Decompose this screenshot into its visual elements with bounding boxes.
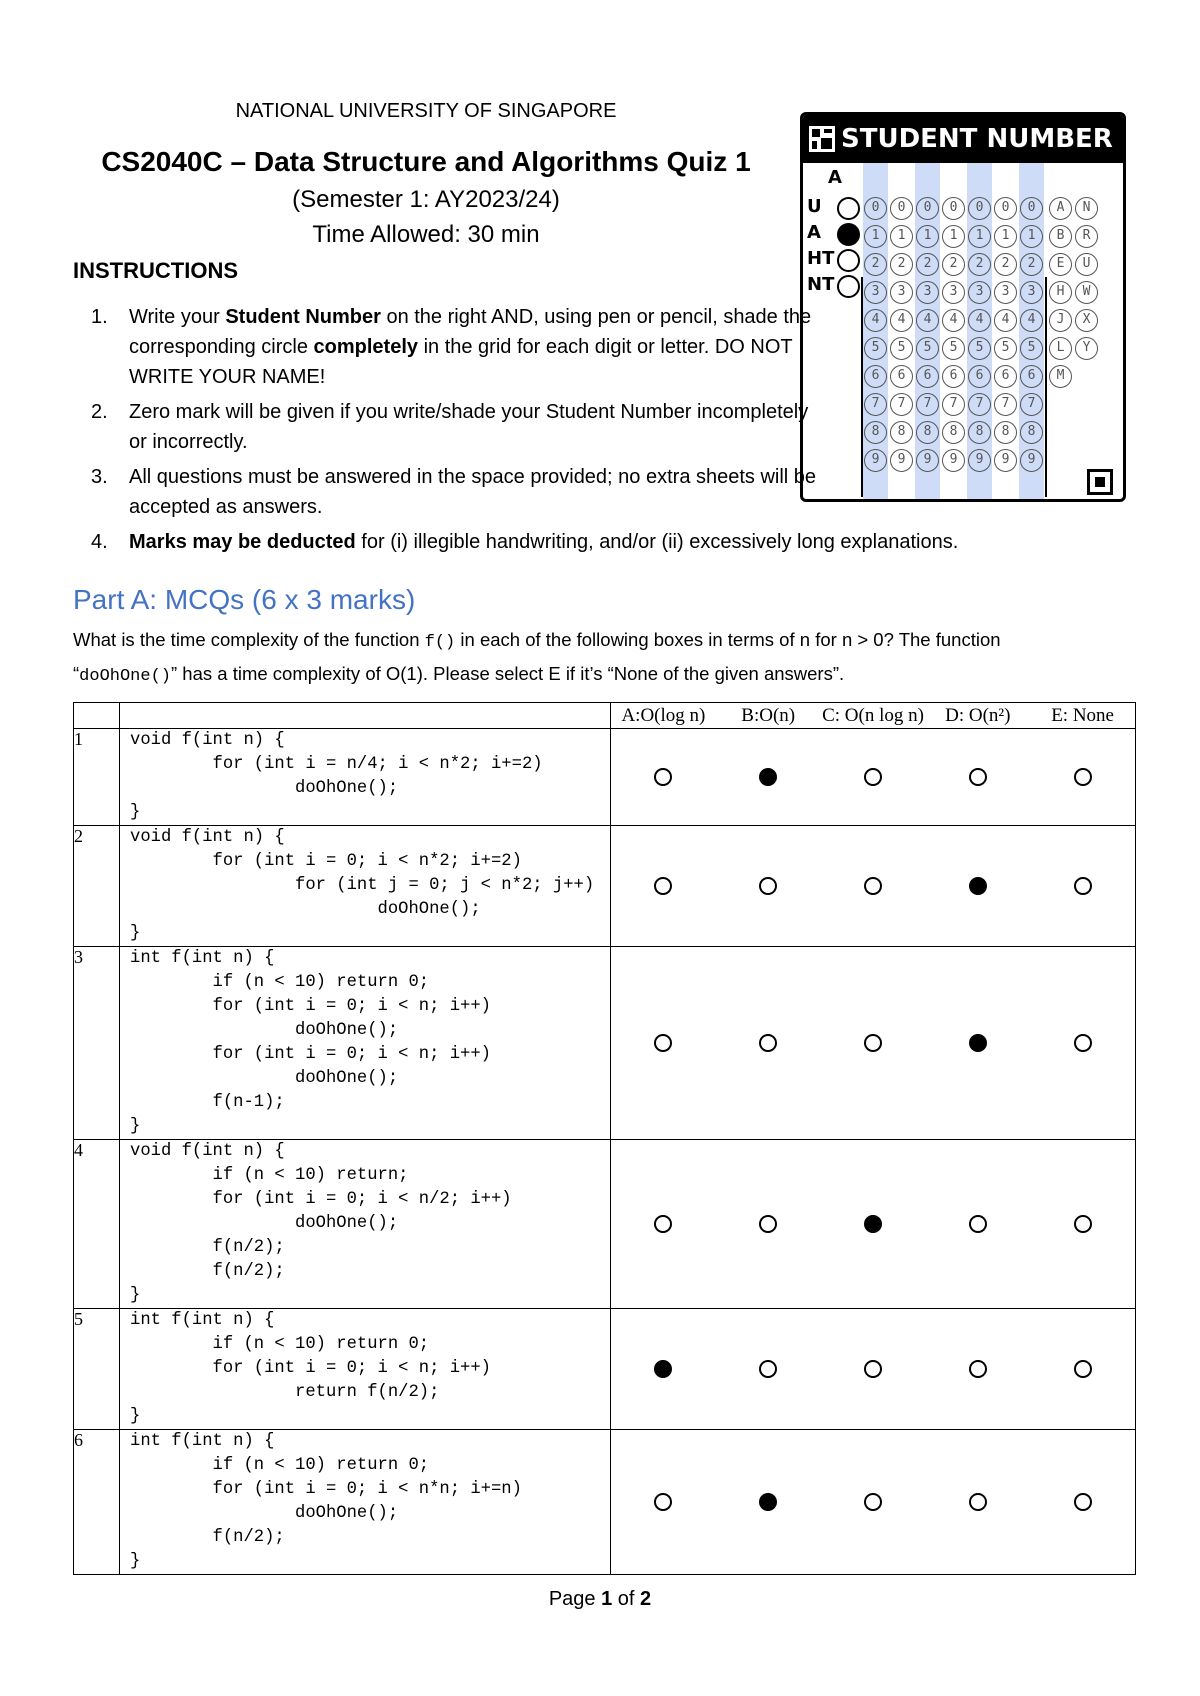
digit-bubble[interactable]: 4 (994, 309, 1017, 332)
answer-options (611, 1140, 1136, 1309)
digit-bubble[interactable]: 2 (942, 253, 965, 276)
question-code: int f(int n) { if (n < 10) return 0; for (int i = 0; i < n*n; i+=n) doOhOne(); f(n/2); } (130, 1432, 522, 1571)
question-code: int f(int n) { if (n < 10) return 0; for (int i = 0; i < n; i++) doOhOne(); for (int i = 0; i < n; i++) doOhOne(); f(n-1); } (130, 949, 491, 1136)
digit-bubble[interactable]: 8 (994, 421, 1017, 444)
instructions-list (73, 302, 1073, 562)
letter-bubble[interactable]: Y (1075, 337, 1098, 360)
student-number-header (803, 115, 1123, 163)
digit-bubble[interactable]: 7 (968, 393, 991, 416)
answer-options (611, 826, 1136, 947)
answer-bubble-c[interactable] (864, 1215, 882, 1233)
digit-bubble[interactable]: 3 (890, 281, 913, 304)
question-code-cell (120, 729, 611, 826)
answer-bubble-b[interactable] (759, 1034, 777, 1052)
question-number: 6 (74, 1430, 120, 1575)
mcq-header-row (74, 703, 1136, 729)
digit-bubble[interactable]: 8 (864, 421, 887, 444)
answer-bubble-b[interactable] (759, 768, 777, 786)
university-name: NATIONAL UNIVERSITY OF SINGAPORE (235, 100, 617, 122)
option-header: D: O(n²) (945, 704, 1011, 726)
registration-mark-icon (1087, 469, 1113, 495)
digit-bubble[interactable]: 4 (942, 309, 965, 332)
digit-bubble[interactable]: 0 (1020, 197, 1043, 220)
question-code: int f(int n) { if (n < 10) return 0; for (int i = 0; i < n; i++) return f(n/2); } (130, 1311, 491, 1426)
prefix-label: NT (807, 274, 835, 295)
instruction-item: 4. Marks may be deducted for (i) illegible handwriting, and/or (ii) excessively long explanations. (91, 531, 959, 553)
digit-bubble[interactable]: 2 (1020, 253, 1043, 276)
digit-bubble[interactable]: 1 (942, 225, 965, 248)
question-code-cell (120, 1430, 611, 1575)
part-a-heading: Part A: MCQs (6 x 3 marks) (73, 584, 416, 615)
digit-bubble[interactable]: 6 (942, 365, 965, 388)
prefix-label: HT (807, 248, 835, 269)
digit-bubble[interactable]: 5 (890, 337, 913, 360)
digit-bubble[interactable]: 1 (1020, 225, 1043, 248)
first-letter-label: A (828, 167, 842, 188)
digit-bubble[interactable]: 2 (994, 253, 1017, 276)
digit-bubble[interactable]: 8 (1020, 421, 1043, 444)
digit-bubble[interactable]: 8 (942, 421, 965, 444)
option-header: A:O(log n) (621, 704, 706, 726)
part-a-question-text: What is the time complexity of the function f() in each of the following boxes in terms of n for n > 0? The function “doOhOne()” has a time complexity of O(1). Please select E if it’s “None of the given answers”. (73, 629, 1001, 686)
digit-bubble[interactable]: 1 (890, 225, 913, 248)
question-code: void f(int n) { for (int i = 0; i < n*2; i+=2) for (int j = 0; j < n*2; j++) doOhOne(); } (130, 828, 595, 943)
digit-bubble[interactable]: 6 (968, 365, 991, 388)
letter-bubble[interactable]: X (1075, 309, 1098, 332)
digit-bubble[interactable]: 5 (942, 337, 965, 360)
answer-options (611, 1430, 1136, 1575)
digit-bubble[interactable]: 7 (916, 393, 939, 416)
letter-bubble[interactable]: U (1075, 253, 1098, 276)
question-number: 2 (74, 826, 120, 947)
answer-bubble-c[interactable] (864, 768, 882, 786)
answer-bubble-d[interactable] (969, 1215, 987, 1233)
prefix-bubble[interactable] (837, 249, 860, 272)
digit-bubble[interactable]: 8 (916, 421, 939, 444)
answer-bubble-c[interactable] (864, 1034, 882, 1052)
digit-bubble[interactable]: 7 (864, 393, 887, 416)
answer-bubble-b[interactable] (759, 1360, 777, 1378)
question-number: 1 (74, 729, 120, 826)
digit-bubble[interactable]: 3 (1020, 281, 1043, 304)
answer-bubble-e[interactable] (1074, 1493, 1092, 1511)
letter-bubble[interactable]: A (1049, 197, 1072, 220)
digit-bubble[interactable]: 3 (864, 281, 887, 304)
digit-bubble[interactable]: 6 (1020, 365, 1043, 388)
digit-bubble[interactable]: 9 (968, 449, 991, 472)
mcq-question-row (74, 1430, 1136, 1575)
answer-options (611, 1309, 1136, 1430)
mcq-question-row (74, 826, 1136, 947)
digit-bubble[interactable]: 9 (1020, 449, 1043, 472)
letter-bubble[interactable]: B (1049, 225, 1072, 248)
digit-bubble[interactable]: 7 (890, 393, 913, 416)
prefix-bubble[interactable] (837, 223, 860, 246)
question-code-cell (120, 947, 611, 1140)
digit-bubble[interactable]: 2 (890, 253, 913, 276)
digit-bubble[interactable]: 9 (916, 449, 939, 472)
digit-bubble[interactable]: 6 (994, 365, 1017, 388)
answer-bubble-b[interactable] (759, 877, 777, 895)
digit-bubble[interactable]: 4 (1020, 309, 1043, 332)
answer-bubble-d[interactable] (969, 1493, 987, 1511)
digit-bubble[interactable]: 0 (968, 197, 991, 220)
question-number: 4 (74, 1140, 120, 1309)
answer-bubble-d[interactable] (969, 1034, 987, 1052)
answer-bubble-a[interactable] (654, 1215, 672, 1233)
digit-bubble[interactable]: 1 (968, 225, 991, 248)
answer-bubble-a[interactable] (654, 1034, 672, 1052)
letter-bubble[interactable]: R (1075, 225, 1098, 248)
option-header: B:O(n) (741, 704, 796, 726)
mcq-question-row (74, 729, 1136, 826)
digit-bubble[interactable]: 1 (916, 225, 939, 248)
student-number-title: STUDENT NUMBER (841, 124, 1113, 154)
digit-bubble[interactable]: 9 (864, 449, 887, 472)
digit-bubble[interactable]: 6 (864, 365, 887, 388)
mcq-question-row (74, 947, 1136, 1140)
answer-bubble-e[interactable] (1074, 1034, 1092, 1052)
digit-bubble[interactable]: 3 (942, 281, 965, 304)
digit-bubble[interactable]: 8 (890, 421, 913, 444)
instructions-heading: INSTRUCTIONS (73, 258, 238, 283)
letter-bubble[interactable]: M (1049, 365, 1072, 388)
option-header: E: None (1051, 704, 1114, 726)
question-code: void f(int n) { for (int i = n/4; i < n*2; i+=2) doOhOne(); } (130, 731, 543, 822)
answer-bubble-e[interactable] (1074, 1215, 1092, 1233)
digit-bubble[interactable]: 1 (994, 225, 1017, 248)
digit-bubble[interactable]: 0 (994, 197, 1017, 220)
digit-bubble[interactable]: 3 (968, 281, 991, 304)
digit-bubble[interactable]: 4 (968, 309, 991, 332)
answer-bubble-c[interactable] (864, 1493, 882, 1511)
digit-bubble[interactable]: 0 (890, 197, 913, 220)
mcq-table (73, 702, 1136, 1575)
letter-bubble[interactable]: L (1049, 337, 1072, 360)
answer-bubble-e[interactable] (1074, 877, 1092, 895)
letter-bubble[interactable]: N (1075, 197, 1098, 220)
digit-bubble[interactable]: 5 (994, 337, 1017, 360)
digit-bubble[interactable]: 5 (916, 337, 939, 360)
digit-bubble[interactable]: 7 (1020, 393, 1043, 416)
mcq-question-row (74, 1140, 1136, 1309)
digit-bubble[interactable]: 8 (968, 421, 991, 444)
answer-bubble-a[interactable] (654, 877, 672, 895)
digit-bubble[interactable]: 4 (890, 309, 913, 332)
digit-bubble[interactable]: 7 (994, 393, 1017, 416)
answer-bubble-d[interactable] (969, 1360, 987, 1378)
page-footer: Page 1 of 2 (548, 1588, 652, 1610)
digit-bubble[interactable]: 5 (968, 337, 991, 360)
question-code-cell (120, 1309, 611, 1430)
prefix-bubble[interactable] (837, 197, 860, 220)
time-allowed: Time Allowed: 30 min (312, 221, 540, 248)
question-code: void f(int n) { if (n < 10) return; for (int i = 0; i < n/2; i++) doOhOne(); f(n/2); f(n/2); } (130, 1142, 512, 1305)
digit-bubble[interactable]: 5 (864, 337, 887, 360)
digit-bubble[interactable]: 2 (968, 253, 991, 276)
qr-code-icon (809, 126, 835, 152)
digit-bubble[interactable]: 4 (916, 309, 939, 332)
letter-bubble[interactable]: H (1049, 281, 1072, 304)
digit-bubble[interactable]: 1 (864, 225, 887, 248)
digit-bubble[interactable]: 9 (890, 449, 913, 472)
question-number: 3 (74, 947, 120, 1140)
digit-bubble[interactable]: 9 (942, 449, 965, 472)
prefix-label: U (807, 196, 822, 217)
semester: (Semester 1: AY2023/24) (292, 186, 560, 213)
digit-bubble[interactable]: 2 (916, 253, 939, 276)
digit-bubble[interactable]: 4 (864, 309, 887, 332)
question-code-cell (120, 1140, 611, 1309)
answer-bubble-b[interactable] (759, 1493, 777, 1511)
prefix-label: A (807, 222, 821, 243)
answer-options (611, 947, 1136, 1140)
instruction-item: 3. All questions must be answered in the space provided; no extra sheets will be accepted as answers. (91, 466, 817, 518)
answer-bubble-a[interactable] (654, 1360, 672, 1378)
question-code-cell (120, 826, 611, 947)
digit-bubble[interactable]: 0 (864, 197, 887, 220)
answer-bubble-d[interactable] (969, 877, 987, 895)
answer-bubble-a[interactable] (654, 1493, 672, 1511)
digit-bubble[interactable]: 9 (994, 449, 1017, 472)
answer-bubble-c[interactable] (864, 1360, 882, 1378)
digit-bubble[interactable]: 6 (890, 365, 913, 388)
letter-bubble[interactable]: W (1075, 281, 1098, 304)
answer-bubble-e[interactable] (1074, 1360, 1092, 1378)
digit-bubble[interactable]: 2 (864, 253, 887, 276)
digit-bubble[interactable]: 7 (942, 393, 965, 416)
digit-bubble[interactable]: 3 (916, 281, 939, 304)
digit-bubble[interactable]: 5 (1020, 337, 1043, 360)
instruction-item: 2. Zero mark will be given if you write/shade your Student Number incompletely or incorrectly. (91, 401, 809, 453)
question-number: 5 (74, 1309, 120, 1430)
answer-bubble-e[interactable] (1074, 768, 1092, 786)
answer-options (611, 729, 1136, 826)
options-header (611, 703, 1136, 729)
digit-bubble[interactable]: 3 (994, 281, 1017, 304)
digit-bubble[interactable]: 0 (916, 197, 939, 220)
digit-bubble[interactable]: 6 (916, 365, 939, 388)
letter-bubble[interactable]: E (1049, 253, 1072, 276)
option-header: C: O(n log n) (822, 704, 924, 726)
instruction-item: 1. Write your Student Number on the right AND, using pen or pencil, shade the corresponding circle completely in the grid for each digit or letter. DO NOT WRITE YOUR NAME! (91, 306, 812, 388)
letter-bubble[interactable]: J (1049, 309, 1072, 332)
quiz-title: CS2040C – Data Structure and Algorithms Quiz 1 (101, 146, 751, 177)
answer-bubble-d[interactable] (969, 768, 987, 786)
digit-bubble[interactable]: 0 (942, 197, 965, 220)
answer-bubble-c[interactable] (864, 877, 882, 895)
answer-bubble-b[interactable] (759, 1215, 777, 1233)
mcq-question-row (74, 1309, 1136, 1430)
answer-bubble-a[interactable] (654, 768, 672, 786)
prefix-bubble[interactable] (837, 275, 860, 298)
